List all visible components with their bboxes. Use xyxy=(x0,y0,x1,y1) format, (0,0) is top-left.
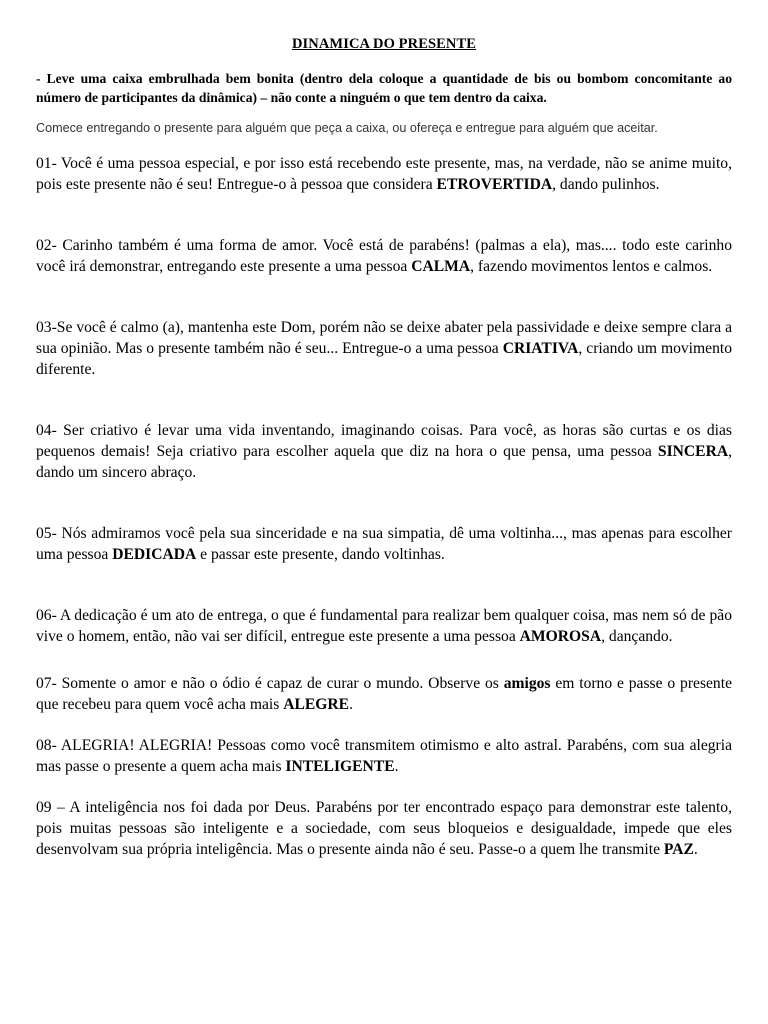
keyword-dedicada: DEDICADA xyxy=(112,546,197,563)
start-note: Comece entregando o presente para alguém que peça a caixa, ou ofereça e entregue para alguém que aceitar. xyxy=(36,121,658,135)
paragraph-02: 02- Carinho também é uma forma de amor. Você está de parabéns! (palmas a ela), mas.... todo este carinho você irá demonstrar, entregando este presente a uma pessoa CALMA, fazendo movimentos lentos e calmos. xyxy=(36,237,732,275)
keyword-sincera: SINCERA xyxy=(657,443,729,460)
document-page xyxy=(36,36,732,860)
keyword-amigos: amigos xyxy=(503,675,551,692)
paragraph-09: 09 – A inteligência nos foi dada por Deus. Parabéns por ter encontrado espaço para demonstrar este talento, pois muitas pessoas são inteligente e a sociedade, com seus bloqueios e desigualdade, impede que eles desenvolvam sua própria inteligência. Mas o presente ainda não é seu. Passe-o a quem lhe transmite PAZ. xyxy=(36,799,732,858)
paragraph-06: 06- A dedicação é um ato de entrega, o que é fundamental para realizar bem qualquer coisa, mas nem só de pão vive o homem, então, não vai ser difícil, entregue este presente a uma pessoa AMOROSA, dançando. xyxy=(36,607,732,645)
paragraph-03: 03-Se você é calmo (a), mantenha este Dom, porém não se deixe abater pela passividade e deixe sempre clara a sua opinião. Mas o presente também não é seu... Entregue-o a uma pessoa CRIATIVA, criando um movimento diferente. xyxy=(36,319,732,378)
keyword-alegre: ALEGRE xyxy=(283,696,350,713)
keyword-criativa: CRIATIVA xyxy=(502,340,579,357)
keyword-amorosa: AMOROSA xyxy=(519,628,602,645)
paragraph-01: 01- Você é uma pessoa especial, e por isso está recebendo este presente, mas, na verdade, não se anime muito, pois este presente não é seu! Entregue-o à pessoa que considera ETROVERTIDA, dando pulinhos. xyxy=(36,155,732,193)
keyword-etrovertida: ETROVERTIDA xyxy=(436,176,553,193)
paragraph-04: 04- Ser criativo é levar uma vida inventando, imaginando coisas. Para você, as horas são curtas e os dias pequenos demais! Seja criativo para escolher aquela que diz na hora o que pensa, uma pessoa SINCERA, dando um sincero abraço. xyxy=(36,422,732,481)
paragraph-05: 05- Nós admiramos você pela sua sinceridade e na sua simpatia, dê uma voltinha..., mas apenas para escolher uma pessoa DEDICADA e passar este presente, dando voltinhas. xyxy=(36,525,732,563)
keyword-paz: PAZ xyxy=(663,841,694,858)
document-title: DINAMICA DO PRESENTE xyxy=(291,36,477,52)
keyword-inteligente: INTELIGENTE xyxy=(285,758,395,775)
keyword-calma: CALMA xyxy=(411,258,471,275)
paragraph-08: 08- ALEGRIA! ALEGRIA! Pessoas como você transmitem otimismo e alto astral. Parabéns, com sua alegria mas passe o presente a quem acha mais INTELIGENTE. xyxy=(36,737,732,775)
intro-instruction: - Leve uma caixa embrulhada bem bonita (dentro dela coloque a quantidade de bis ou bombom concomitante ao número de participantes da dinâmica) – não conte a ninguém o que tem dentro da caixa. xyxy=(36,71,732,105)
paragraph-07: 07- Somente o amor e não o ódio é capaz de curar o mundo. Observe os amigos em torno e passe o presente que recebeu para quem você acha mais ALEGRE. xyxy=(36,675,732,713)
